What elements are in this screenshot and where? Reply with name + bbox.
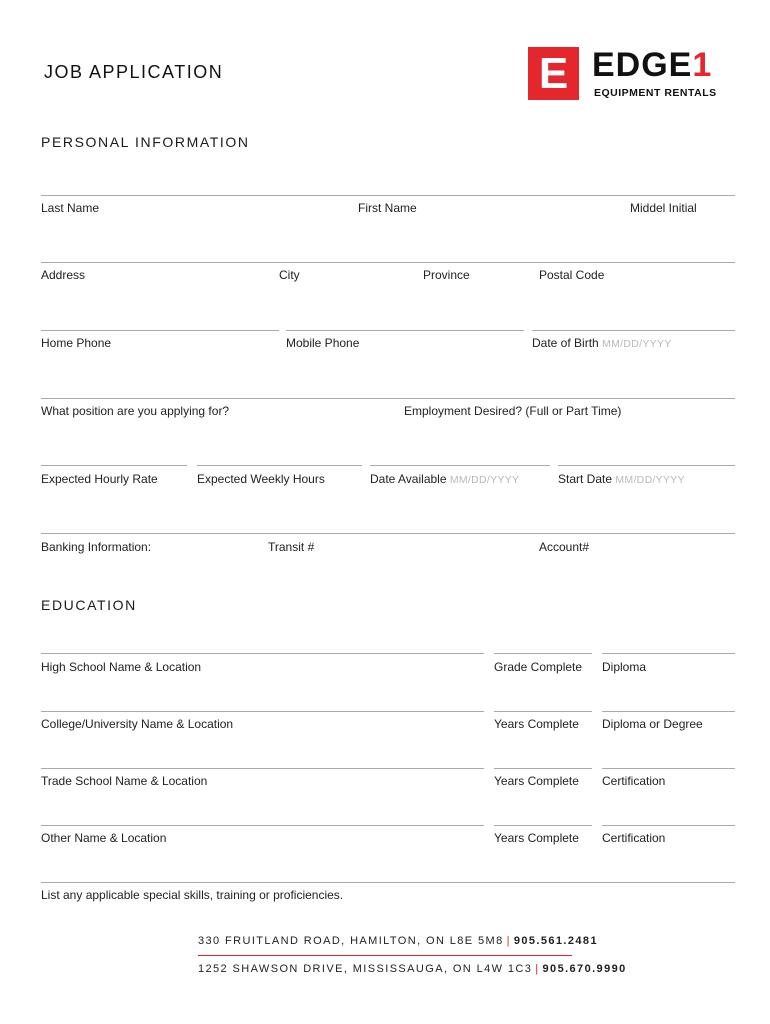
separator xyxy=(602,711,735,712)
account-field[interactable] xyxy=(590,537,735,557)
label-province: Province xyxy=(423,268,470,282)
separator xyxy=(41,330,279,331)
first-name-field[interactable] xyxy=(358,218,620,260)
page-title: JOB APPLICATION xyxy=(44,62,224,82)
logo-wordmark xyxy=(592,47,712,83)
date-available-hint: MM/DD/YYYY xyxy=(449,474,520,486)
separator xyxy=(494,711,592,712)
label-account: Account# xyxy=(539,540,590,554)
label-trade-school: Trade School Name & Location xyxy=(41,774,208,788)
transit-field[interactable] xyxy=(268,537,530,557)
label-high-school: High School Name & Location xyxy=(41,660,202,674)
label-last-name: Last Name xyxy=(41,201,100,215)
province-field[interactable] xyxy=(423,285,531,327)
footer-separator: | xyxy=(506,935,511,947)
label-employment-desired: Employment Desired? (Full or Part Time) xyxy=(404,404,622,418)
logo-wordmark-accent: 1 xyxy=(692,46,713,84)
mobile-phone-field[interactable] xyxy=(286,353,524,395)
grade-complete-field[interactable] xyxy=(494,676,592,708)
trade-certification-field[interactable] xyxy=(602,790,735,822)
logo-tagline: EQUIPMENT RENTALS xyxy=(594,87,717,99)
label-city: City xyxy=(279,268,300,282)
date-of-birth-hint: MM/DD/YYYY xyxy=(602,338,672,350)
label-college: College/University Name & Location xyxy=(41,717,234,731)
trade-years-field[interactable] xyxy=(494,790,592,822)
separator xyxy=(370,465,550,466)
footer-address-mississauga xyxy=(198,963,627,975)
hourly-rate-field[interactable] xyxy=(41,489,187,531)
separator xyxy=(494,653,592,654)
label-hourly-rate: Expected Hourly Rate xyxy=(41,472,158,486)
label-middle-initial: Middel Initial xyxy=(630,201,697,215)
label-trade-certification: Certification xyxy=(602,774,666,788)
date-of-birth-text: Date of Birth xyxy=(532,336,599,350)
separator xyxy=(41,825,484,826)
label-start-date xyxy=(558,472,685,486)
separator xyxy=(41,768,484,769)
separator xyxy=(41,882,735,883)
footer-separator: | xyxy=(535,963,540,975)
middle-initial-field[interactable] xyxy=(630,218,735,260)
separator xyxy=(602,653,735,654)
separator xyxy=(494,768,592,769)
separator xyxy=(41,262,735,263)
separator xyxy=(41,465,187,466)
label-date-of-birth xyxy=(532,336,672,350)
label-special-skills: List any applicable special skills, training or proficiencies. xyxy=(41,888,344,902)
footer-address-2: 1252 SHAWSON DRIVE, MISSISSAUGA, ON L4W 1C3 xyxy=(198,963,533,975)
last-name-field[interactable] xyxy=(41,218,351,260)
position-field[interactable] xyxy=(41,421,396,463)
section-heading-personal: PERSONAL INFORMATION xyxy=(41,134,250,150)
separator xyxy=(494,825,592,826)
date-available-field[interactable] xyxy=(370,489,550,531)
date-available-text: Date Available xyxy=(370,472,447,486)
footer-address-1: 330 FRUITLAND ROAD, HAMILTON, ON L8E 5M8 xyxy=(198,935,504,947)
label-other-school: Other Name & Location xyxy=(41,831,167,845)
label-mobile-phone: Mobile Phone xyxy=(286,336,360,350)
label-other-years: Years Complete xyxy=(494,831,579,845)
separator xyxy=(41,711,484,712)
label-trade-years: Years Complete xyxy=(494,774,579,788)
start-date-text: Start Date xyxy=(558,472,613,486)
label-diploma: Diploma xyxy=(602,660,647,674)
label-home-phone: Home Phone xyxy=(41,336,112,350)
other-certification-field[interactable] xyxy=(602,847,735,879)
city-field[interactable] xyxy=(279,285,415,327)
college-field[interactable] xyxy=(41,733,484,765)
label-weekly-hours: Expected Weekly Hours xyxy=(197,472,325,486)
college-years-field[interactable] xyxy=(494,733,592,765)
label-other-certification: Certification xyxy=(602,831,666,845)
separator xyxy=(602,768,735,769)
label-college-award: Diploma or Degree xyxy=(602,717,703,731)
trade-school-field[interactable] xyxy=(41,790,484,822)
separator xyxy=(41,653,484,654)
special-skills-field[interactable] xyxy=(41,904,735,926)
separator xyxy=(197,465,362,466)
label-postal-code: Postal Code xyxy=(539,268,605,282)
address-field[interactable] xyxy=(41,285,271,327)
footer-phone-1: 905.561.2481 xyxy=(513,935,598,947)
employment-desired-field[interactable] xyxy=(404,421,735,463)
college-award-field[interactable] xyxy=(602,733,735,765)
postal-code-field[interactable] xyxy=(539,285,735,327)
date-of-birth-field[interactable] xyxy=(532,353,735,395)
high-school-field[interactable] xyxy=(41,676,484,708)
label-position: What position are you applying for? xyxy=(41,404,230,418)
footer-phone-2: 905.670.9990 xyxy=(542,963,627,975)
footer-divider xyxy=(198,955,572,956)
separator xyxy=(41,533,735,534)
separator xyxy=(41,398,735,399)
other-school-field[interactable] xyxy=(41,847,484,879)
separator xyxy=(41,195,735,196)
start-date-hint: MM/DD/YYYY xyxy=(615,474,685,486)
weekly-hours-field[interactable] xyxy=(197,489,362,531)
label-address: Address xyxy=(41,268,86,282)
logo-glyph: E xyxy=(538,49,569,98)
start-date-field[interactable] xyxy=(558,489,735,531)
separator xyxy=(532,330,735,331)
label-banking-information: Banking Information: xyxy=(41,540,152,554)
label-grade-complete: Grade Complete xyxy=(494,660,583,674)
label-college-years: Years Complete xyxy=(494,717,579,731)
other-years-field[interactable] xyxy=(494,847,592,879)
section-heading-education: EDUCATION xyxy=(41,597,137,613)
home-phone-field[interactable] xyxy=(41,353,279,395)
footer-address-hamilton xyxy=(198,935,598,947)
diploma-field[interactable] xyxy=(602,676,735,708)
label-transit: Transit # xyxy=(268,540,315,554)
separator xyxy=(286,330,524,331)
logo-wordmark-main: EDGE xyxy=(592,46,693,84)
separator xyxy=(558,465,735,466)
separator xyxy=(602,825,735,826)
label-first-name: First Name xyxy=(358,201,417,215)
label-date-available xyxy=(370,472,519,486)
